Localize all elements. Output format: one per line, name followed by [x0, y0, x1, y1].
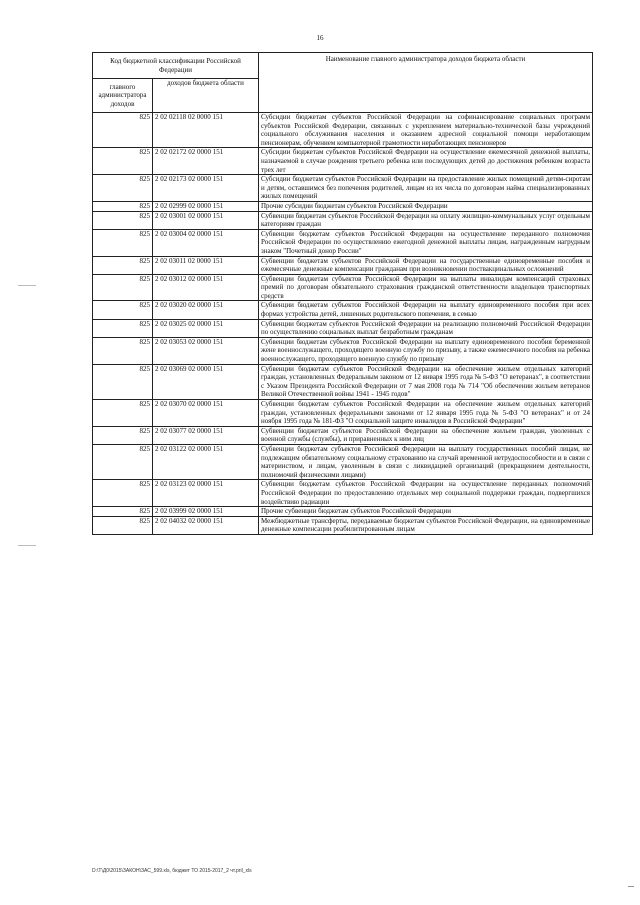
table-row	[93, 516, 593, 534]
administrator-code-cell: 825	[93, 480, 153, 507]
administrator-code-cell: 825	[93, 201, 153, 211]
income-name-cell: Субвенции бюджетам субъектов Российской Федерации на оплату жилищно-коммунальных услуг отдельным категориям граждан	[259, 211, 593, 229]
income-code-cell: 2 02 03004 02 0000 151	[153, 229, 259, 256]
administrator-code-cell: 825	[93, 148, 153, 175]
income-name-cell: Субвенции бюджетам субъектов Российской Федерации на государственные единовременные пособия и ежемесячные денежные компенсации гражданам при возникновении поствакцинальных осложнений	[259, 256, 593, 274]
table-row	[93, 400, 593, 427]
table-row	[93, 148, 593, 175]
income-name-cell: Субвенции бюджетам субъектов Российской Федерации на выплату единовременного пособия беременной жене военнослужащего, проходящего военную службу по призыву, а также ежемесячного пособия на ребенка военнослужащего, проходящего военную службу по призыву	[259, 337, 593, 364]
margin-mark	[18, 285, 36, 286]
income-code-cell: 2 02 03999 02 0000 151	[153, 507, 259, 517]
income-code-cell: 2 02 02118 02 0000 151	[153, 113, 259, 148]
income-code-cell: 2 02 03020 02 0000 151	[153, 301, 259, 319]
revenue-administrators-table	[92, 52, 592, 535]
table-row	[93, 211, 593, 229]
table-row	[93, 426, 593, 444]
income-code-cell: 2 02 03025 02 0000 151	[153, 319, 259, 337]
income-name-cell: Субвенции бюджетам субъектов Российской Федерации на реализацию полномочий Российской Федерации по осуществлению социальных выплат безработным гражданам	[259, 319, 593, 337]
administrator-code-cell: 825	[93, 113, 153, 148]
administrator-code-cell: 825	[93, 319, 153, 337]
table-body	[93, 113, 593, 535]
administrator-code-cell: 825	[93, 175, 153, 202]
income-name-cell: Прочие субвенции бюджетам субъектов Российской Федерации	[259, 507, 593, 517]
administrator-code-cell: 825	[93, 229, 153, 256]
header-administrator-name: Наименование главного администратора доходов бюджета области	[259, 53, 593, 113]
income-name-cell: Субвенции бюджетам субъектов Российской Федерации на выплату единовременного пособия при всех формах устройства детей, лишенных родительского попечения, в семью	[259, 301, 593, 319]
table-row	[93, 175, 593, 202]
table-row	[93, 229, 593, 256]
income-name-cell: Субвенции бюджетам субъектов Российской Федерации на обеспечение жильем отдельных категорий граждан, установленных федеральными законами от 12 января 1995 года № 5-ФЗ "О ветеранах" и от 24 ноября 1995 года № 181-ФЗ "О социальной защите инвалидов в Российской Федерации"	[259, 400, 593, 427]
table-row	[93, 201, 593, 211]
header-budget-classification: Код бюджетной классификации Российской Федерации	[93, 53, 259, 79]
income-name-cell: Прочие субсидии бюджетам субъектов Российской Федерации	[259, 201, 593, 211]
table-row	[93, 364, 593, 399]
administrator-code-cell: 825	[93, 426, 153, 444]
administrator-code-cell: 825	[93, 301, 153, 319]
income-name-cell: Субсидии бюджетам субъектов Российской Федерации на предоставление жилых помещений детям-сиротам и детям, оставшимся без попечения родителей, лицам из их числа по договорам найма специализированных жилых помещений	[259, 175, 593, 202]
income-code-cell: 2 02 03122 02 0000 151	[153, 444, 259, 479]
income-name-cell: Субвенции бюджетам субъектов Российской Федерации на обеспечение жильем отдельных категорий граждан, установленных Федеральным законом от 12 января 1995 года № 5-ФЗ "О ветеранах", в соответствии с Указом Президента Российской Федерации от 7 мая 2008 года № 714 "Об обеспечении жильем ветеранов Великой Отечественной войны 1941 - 1945 годов"	[259, 364, 593, 399]
footer-file-path: D:\Т\Д0\2015\ЗАКОН\ЗАС_599.xls, бюджет ТО 2015-2017_2 чт.pril_xls	[92, 868, 252, 874]
table-row	[93, 319, 593, 337]
income-name-cell: Субсидии бюджетам субъектов Российской Федерации на осуществление ежемесячной денежной выплаты, назначаемой в случае рождения третьего ребенка или последующих детей до достижения ребенком возраста трех лет	[259, 148, 593, 175]
header-main-administrator: главного администратора доходов	[93, 79, 153, 113]
income-name-cell: Субвенции бюджетам субъектов Российской Федерации на обеспечение жильем граждан, уволенных с военной службы (службы), и приравненных к ним лиц	[259, 426, 593, 444]
income-code-cell: 2 02 03053 02 0000 151	[153, 337, 259, 364]
administrator-code-cell: 825	[93, 256, 153, 274]
administrator-code-cell: 825	[93, 274, 153, 301]
administrator-code-cell: 825	[93, 507, 153, 517]
page-number: 16	[316, 34, 324, 42]
table-row	[93, 274, 593, 301]
administrator-code-cell: 825	[93, 337, 153, 364]
table-row	[93, 337, 593, 364]
income-name-cell: Субвенции бюджетам субъектов Российской Федерации на осуществление переданных полномочий Российской Федерации по предоставлению отдельных мер социальной поддержки граждан, подвергшихся воздействию радиации	[259, 480, 593, 507]
income-code-cell: 2 02 04032 02 0000 151	[153, 516, 259, 534]
income-name-cell: Субвенции бюджетам субъектов Российской Федерации на выплату государственных пособий лицам, не подлежащим обязательному социальному страхованию на случай временной нетрудоспособности и в связи с материнством, и лицам, уволенным в связи с ликвидацией организаций (прекращением деятельности, полномочий физическими лицами)	[259, 444, 593, 479]
administrator-code-cell: 825	[93, 444, 153, 479]
income-code-cell: 2 02 02172 02 0000 151	[153, 148, 259, 175]
income-code-cell: 2 02 03123 02 0000 151	[153, 480, 259, 507]
table-row	[93, 480, 593, 507]
table-row	[93, 444, 593, 479]
income-name-cell: Субвенции бюджетам субъектов Российской Федерации на осуществление переданного полномочия Российской Федерации по осуществлению ежегодной денежной выплаты лицам, награжденным нагрудным знаком "Почетный донор России"	[259, 229, 593, 256]
income-code-cell: 2 02 03069 02 0000 151	[153, 364, 259, 399]
table-row	[93, 256, 593, 274]
income-code-cell: 2 02 03001 02 0000 151	[153, 211, 259, 229]
income-code-cell: 2 02 02173 02 0000 151	[153, 175, 259, 202]
income-code-cell: 2 02 02999 02 0000 151	[153, 201, 259, 211]
administrator-code-cell: 825	[93, 400, 153, 427]
income-code-cell: 2 02 03077 02 0000 151	[153, 426, 259, 444]
administrator-code-cell: 825	[93, 516, 153, 534]
income-name-cell: Субсидии бюджетам субъектов Российской Федерации на софинансирование социальных программ субъектов Российской Федерации, связанных с укреплением материально-технической базы учреждений социального обслуживания населения и оказанием адресной социальной помощи неработающим пенсионерам, обучением компьютерной грамотности неработающих пенсионеров	[259, 113, 593, 148]
header-budget-income: доходов бюджета области	[153, 79, 259, 113]
table-row	[93, 507, 593, 517]
income-code-cell: 2 02 03012 02 0000 151	[153, 274, 259, 301]
income-name-cell: Межбюджетные трансферты, передаваемые бюджетам субъектов Российской Федерации, на единовременные денежные компенсации реабилитированным лицам	[259, 516, 593, 534]
income-code-cell: 2 02 03011 02 0000 151	[153, 256, 259, 274]
edge-mark	[628, 886, 634, 887]
administrator-code-cell: 825	[93, 364, 153, 399]
income-code-cell: 2 02 03070 02 0000 151	[153, 400, 259, 427]
table-row	[93, 113, 593, 148]
margin-mark	[18, 545, 36, 546]
income-name-cell: Субвенции бюджетам субъектов Российской Федерации на выплаты инвалидам компенсаций страховых премий по договорам обязательного страхования гражданской ответственности владельцев транспортных средств	[259, 274, 593, 301]
administrator-code-cell: 825	[93, 211, 153, 229]
table-row	[93, 301, 593, 319]
